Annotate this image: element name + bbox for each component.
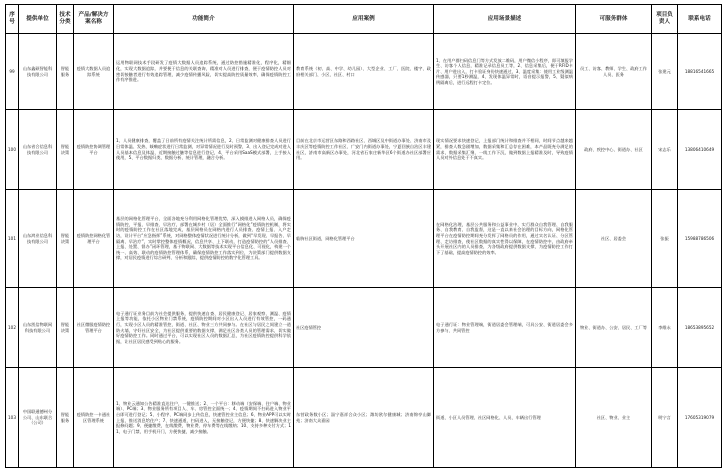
cell-scenario: 1、在用户群扫码信息门等方式发放二维码，用户微信小程序，即可填报学生、访客个人信息，精准记录信息员工等，2、信息采集后，便于RFID卡片、用户进出入，打卡验证身份快速通过，3、温度采集：使用工业级测温传感器，只要1秒测温，4、发现体温异常时，语音提示报警，5、疑似病例隔离后，进行远程打卡定位。 <box>434 34 576 110</box>
header-product: 产品/解决方案名称 <box>74 5 114 34</box>
table-row <box>6 110 722 190</box>
cell-category: 智能服务 <box>57 368 74 468</box>
cell-groups: 社区、物业、业主 <box>576 368 652 468</box>
cell-cases: 社区疫情管控 <box>294 288 434 368</box>
cell-intro: 电子通行证业务目前为社会提供服务，提供快速自查、居民健康登记、居家观察、测温、疫情上报等功能，依托小区物业门禁系统，疫情防控期间对小区出入人员进行有效管控，一码通行，实现小区人员的精准管控，街道、社区、物业三方共同参与。在社区与居民之间建立一道防火墙，守好社区安全，为社区提供重要的数据支撑，满足社区各类人员的管理需求，切实做好疫情防控工作。同时通过平台，可以实现社区人员的数据汇总，为社区疫情防控提供科学依据，让社区居民感受到贴心的服务。 <box>114 288 294 368</box>
cell-category: 智能决策 <box>57 190 74 288</box>
cell-cases: 教育系统（初、高、中学、幼儿园）、大型企业、工厂、医院、楼宇、政府相关部门、小区、社区、村口 <box>294 34 434 110</box>
cell-phone: 18816541665 <box>678 34 722 110</box>
cell-scenario: 电子通行证：物业管理端，街道居委会管理端，可具公安、街道居委会多方参与、共同管控 <box>434 288 576 368</box>
table-row <box>6 34 722 110</box>
cell-owner: 张建元 <box>652 34 678 110</box>
table-row <box>6 190 722 288</box>
cell-intro: 运用物联网技术手段研发了疫情大数据人员追踪系统，通过防控措施精准化，程序化，精细化，实现大数据追踪，并要便于信息的关联查询，精准对人员进行排查，便于疫情防控人员对密切接触者进行有效追踪管理，减少疫情传播风险，切实提高防控质量效率，确保疫情防控工作有序推进。 <box>114 34 294 110</box>
header-cases: 应用案例 <box>294 5 434 34</box>
cell-seq: 102 <box>6 288 19 368</box>
cell-seq: 99 <box>6 34 19 110</box>
cell-cases: 临朐社区街道，网格化管理平台 <box>294 190 434 288</box>
cell-seq: 101 <box>6 190 19 288</box>
cell-intro: 基层的网格化管理平台，全面各地充分利用网格化管理优势，深入摸排进入网格人员，确保疫情防控，平报、早排查、早治疗，部署在城乡村（居）全面推行“网格化”疫情防控机制，将实时的疫情防控工作在社区落地完成，基层网格员在网格内进行人员排查、疫情上报、入户走访，设计平台“应急指挥”系统，对网格整体疫情状况进行统计分析，做到“早发现、早报告、早隔离、早治疗”，实时掌控整体疫情概况，信息共享、上下联动，打造疫情防控的“人员排查、上报、处置、督办”闭环管理，基于物联网、大数据等技术实现平台信息化、可视化，构建一个统一、高效、联动的疫情防控管理体系，确保疫情防控工作落实到位，为决策部门提供数据支撑，对居民疫情进行综合研判、分析和跟踪，提供疫情防控的数字化管理工具。 <box>114 190 294 288</box>
cell-category: 智能决策 <box>57 110 74 190</box>
header-intro: 功能简介 <box>114 5 294 34</box>
cell-owner: 张振 <box>652 190 678 288</box>
cell-phone: 17605319079 <box>678 368 722 468</box>
cell-seq: 100 <box>6 110 19 190</box>
header-owner: 项目负责人 <box>652 5 678 34</box>
header-groups: 可服务群体 <box>576 5 652 34</box>
cell-groups: 员工、访客、教师、学生、政府工作人员、医务 <box>576 34 652 110</box>
cell-phone: 13806410649 <box>678 110 722 190</box>
cell-provider: 山东省合信息科技有限公司 <box>19 110 57 190</box>
cell-category: 智能服务 <box>57 34 74 110</box>
cell-scenario: 现实情况要求快速登记，上报部门统计和排查并不相同，时间节点越来越紧，排查人数急剧增加，数据采集和汇总存在困难，本产品既充分满足的需求，数据采集汇聚、一线工作下沉，做到数据上报精准及时，导致疫情人员对外信息处于不真实。 <box>434 110 576 190</box>
cell-phone: 15988786506 <box>678 190 722 288</box>
cell-groups: 政府、疾控中心、街道办、社区 <box>576 110 652 190</box>
cell-provider: 山东鑫硕智能科技有限公司 <box>19 34 57 110</box>
cell-groups: 物业、街道办、公安、居民、工厂等 <box>576 288 652 368</box>
cell-product: 社区微服疫情防控管理平台 <box>74 288 114 368</box>
cell-provider: 山东鸿业信息科技有限公司 <box>19 190 57 288</box>
header-scenario: 应用场景描述 <box>434 5 576 34</box>
header-category: 技术分类 <box>57 5 74 34</box>
cell-cases: 东营政务数小区；淄宁嘉祥合众小区；潍坊欧尔健康城；济南锦亭山御苑；济南大众嘉园 <box>294 368 434 468</box>
table-row <box>6 288 722 368</box>
cell-provider: 山东凯信物联网科技有限公司 <box>19 288 57 368</box>
header-seq: 序号 <box>6 5 19 34</box>
cell-intro: 1、人员健康排查，覆盖了日前所有疫情关注统计所需信息，2、日常监测对健康排查人员进行日常体温、发热、咳嗽症状进行日常监测，对异常情况进行及时预警，3、出入登记完成对进入人员基本信息及体温、近期接触过触等信息进行登记，4、平台采用SaaS模式部署，上手接入使用，5、平台数据归类、数据分析、统计管理，融合分析。 <box>114 110 294 190</box>
cell-product: 疫情防控协调管理平台 <box>74 110 114 190</box>
header-phone: 联系电话 <box>678 5 722 34</box>
cell-seq: 103 <box>6 368 19 468</box>
cell-product: 疫情大数据人员追踪系统 <box>74 34 114 110</box>
data-table <box>5 4 722 468</box>
header-row <box>6 5 722 34</box>
cell-cases: 目前在北京市运营区东路和西路社区、西城区及中街道办事处、济南市及丰庆区等疫情防控工作社区、广安门内街道办事处，宁夏回族自治区丰建社区，济南市高新区办事处，河北省石家庄新华区6个街道办社区部署应用。 <box>294 110 434 190</box>
cell-provider: 中国联通德州分公司、山东联合（公司） <box>19 368 57 468</box>
cell-groups: 社区、居委会 <box>576 190 652 288</box>
cell-product: 疫情防控网格化管理平台 <box>74 190 114 288</box>
cell-scenario: 街道、小区人员管理、社区网格化、人员、车辆出行管理 <box>434 368 576 468</box>
cell-owner: 宋志乐 <box>652 110 678 190</box>
cell-owner: 明宁言 <box>652 368 678 468</box>
cell-intro: 1、物业云通知公告精准直达住户，一键推送；2、一个平台：移动端（安保端、住户端、物业端）、PC端；3、物业服务所有项目人、车、房管控全面统一；4、疫情期间不扫码进入物业平台即可进行登记；5、小程序、PC端同步上传信息，快速管控业主信息；6、物业APP可以实时上报，推送消息给住户；7、快速通道，扫码进入，无接触登记，方便快捷；8、快速解决业主报修问题；9、便捷缴费，在线缴费，物业费、停车费等在线缴纳；10、支持多种支付方式；11、电子门禁，用手机开门，方便快捷，减少接触。 <box>114 368 294 468</box>
cell-product: 疫情防控一卡通社区管理系统 <box>74 368 114 468</box>
cell-owner: 李维永 <box>652 288 678 368</box>
table-row <box>6 368 722 468</box>
cell-category: 智能决策 <box>57 288 74 368</box>
cell-phone: 18653895652 <box>678 288 722 368</box>
header-provider: 提供单位 <box>19 5 57 34</box>
cell-scenario: 在网格化治理，基层公共服务和公益事业中，实行群众自我管理、自我服务、自我教育、自我监督，这是一直以来社会治理的目标方向，网格化管理平台在疫情防控期间充分发挥了网格员的作用，通过实名认证、分区管理、走访排查，使社区数据的真实性得以保障，在疫情防控中，由政府牵头开展社区内的人员排查，为各级政府提供数据支撑，为疫情防控工作打下了基础，提高疫情防控的效率。 <box>434 190 576 288</box>
